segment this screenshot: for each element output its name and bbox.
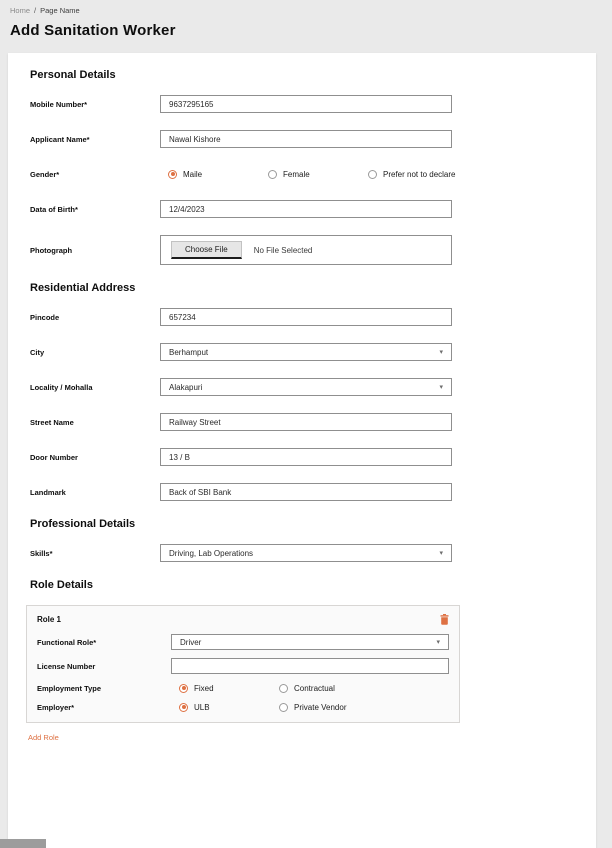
employment-type-radio-group — [171, 684, 335, 693]
gender-option-prefer-not[interactable]: Prefer not to declare — [368, 170, 455, 179]
photograph-row — [30, 235, 574, 265]
horizontal-scrollbar-thumb[interactable] — [0, 839, 46, 848]
landmark-row — [30, 483, 574, 501]
trash-icon — [440, 614, 449, 625]
city-dropdown[interactable] — [160, 343, 452, 361]
gender-radio-group — [160, 170, 455, 179]
chevron-down-icon: ▾ — [439, 348, 443, 356]
role-card-header — [37, 614, 449, 625]
street-name-input[interactable] — [160, 413, 452, 431]
dob-label: Data of Birth* — [30, 204, 78, 214]
landmark-input[interactable] — [160, 483, 452, 501]
employment-option-fixed[interactable]: Fixed — [179, 684, 279, 693]
locality-row — [30, 378, 574, 396]
page-title: Add Sanitation Worker — [10, 22, 176, 39]
mobile-number-row — [30, 95, 574, 113]
city-dropdown-value: Berhamput — [169, 347, 209, 357]
professional-details-heading: Professional Details — [30, 518, 136, 530]
city-label: City — [30, 347, 45, 357]
employer-option-ulb[interactable]: ULB — [179, 703, 279, 712]
landmark-label: Landmark — [30, 487, 66, 497]
breadcrumb — [10, 6, 80, 15]
dob-row — [30, 200, 574, 218]
employer-option-private-vendor[interactable]: Private Vendor — [279, 703, 346, 712]
employer-row — [37, 701, 449, 713]
skills-dropdown-value: Driving, Lab Operations — [169, 548, 254, 558]
residential-address-heading: Residential Address — [30, 282, 136, 294]
functional-role-dropdown[interactable] — [171, 634, 449, 650]
breadcrumb-current: Page Name — [40, 6, 80, 15]
license-number-row — [37, 658, 449, 674]
locality-label: Locality / Mohalla — [30, 382, 93, 392]
radio-selected-icon — [179, 703, 188, 712]
street-name-label: Street Name — [30, 417, 74, 427]
mobile-number-input[interactable] — [160, 95, 452, 113]
employment-type-label: Employment Type — [37, 683, 102, 693]
photograph-label: Photograph — [30, 245, 73, 255]
employment-type-row — [37, 682, 449, 694]
gender-option-male[interactable]: Maile — [168, 170, 268, 179]
role-title: Role 1 — [37, 615, 62, 624]
form-card — [8, 53, 596, 848]
personal-details-heading: Personal Details — [30, 69, 116, 81]
license-number-label: License Number — [37, 661, 96, 671]
chevron-down-icon: ▾ — [439, 383, 443, 391]
city-row — [30, 343, 574, 361]
applicant-name-label: Applicant Name* — [30, 134, 90, 144]
breadcrumb-separator: / — [34, 6, 37, 15]
door-number-row — [30, 448, 574, 466]
radio-selected-icon — [168, 170, 177, 179]
choose-file-button[interactable]: Choose File — [171, 241, 242, 259]
photograph-upload-box — [160, 235, 452, 265]
radio-unselected-icon — [268, 170, 277, 179]
mobile-number-label: Mobile Number* — [30, 99, 88, 109]
skills-label: Skills* — [30, 548, 53, 558]
applicant-name-row — [30, 130, 574, 148]
pincode-input[interactable] — [160, 308, 452, 326]
functional-role-row — [37, 634, 449, 650]
radio-unselected-icon — [279, 703, 288, 712]
locality-dropdown-value: Alakapuri — [169, 382, 203, 392]
employer-label: Employer* — [37, 702, 75, 712]
chevron-down-icon: ▾ — [439, 549, 443, 557]
add-role-link[interactable]: Add Role — [28, 733, 59, 742]
locality-dropdown[interactable] — [160, 378, 452, 396]
door-number-input[interactable] — [160, 448, 452, 466]
employer-radio-group — [171, 703, 346, 712]
radio-selected-icon — [179, 684, 188, 693]
gender-option-female[interactable]: Female — [268, 170, 368, 179]
radio-unselected-icon — [279, 684, 288, 693]
breadcrumb-home-link[interactable]: Home — [10, 6, 31, 15]
door-number-label: Door Number — [30, 452, 78, 462]
delete-role-button[interactable] — [440, 614, 449, 625]
street-name-row — [30, 413, 574, 431]
skills-row — [30, 544, 574, 562]
gender-row — [30, 165, 574, 183]
functional-role-dropdown-value: Driver — [180, 637, 202, 647]
skills-dropdown[interactable] — [160, 544, 452, 562]
file-status-text: No File Selected — [253, 245, 313, 255]
gender-label: Gender* — [30, 169, 60, 179]
role-card — [26, 605, 460, 723]
applicant-name-input[interactable] — [160, 130, 452, 148]
pincode-row — [30, 308, 574, 326]
chevron-down-icon: ▾ — [436, 638, 440, 646]
dob-input[interactable] — [160, 200, 452, 218]
employment-option-contractual[interactable]: Contractual — [279, 684, 335, 693]
license-number-input[interactable] — [171, 658, 449, 674]
role-details-heading: Role Details — [30, 579, 93, 591]
radio-unselected-icon — [368, 170, 377, 179]
functional-role-label: Functional Role* — [37, 637, 97, 647]
pincode-label: Pincode — [30, 312, 60, 322]
